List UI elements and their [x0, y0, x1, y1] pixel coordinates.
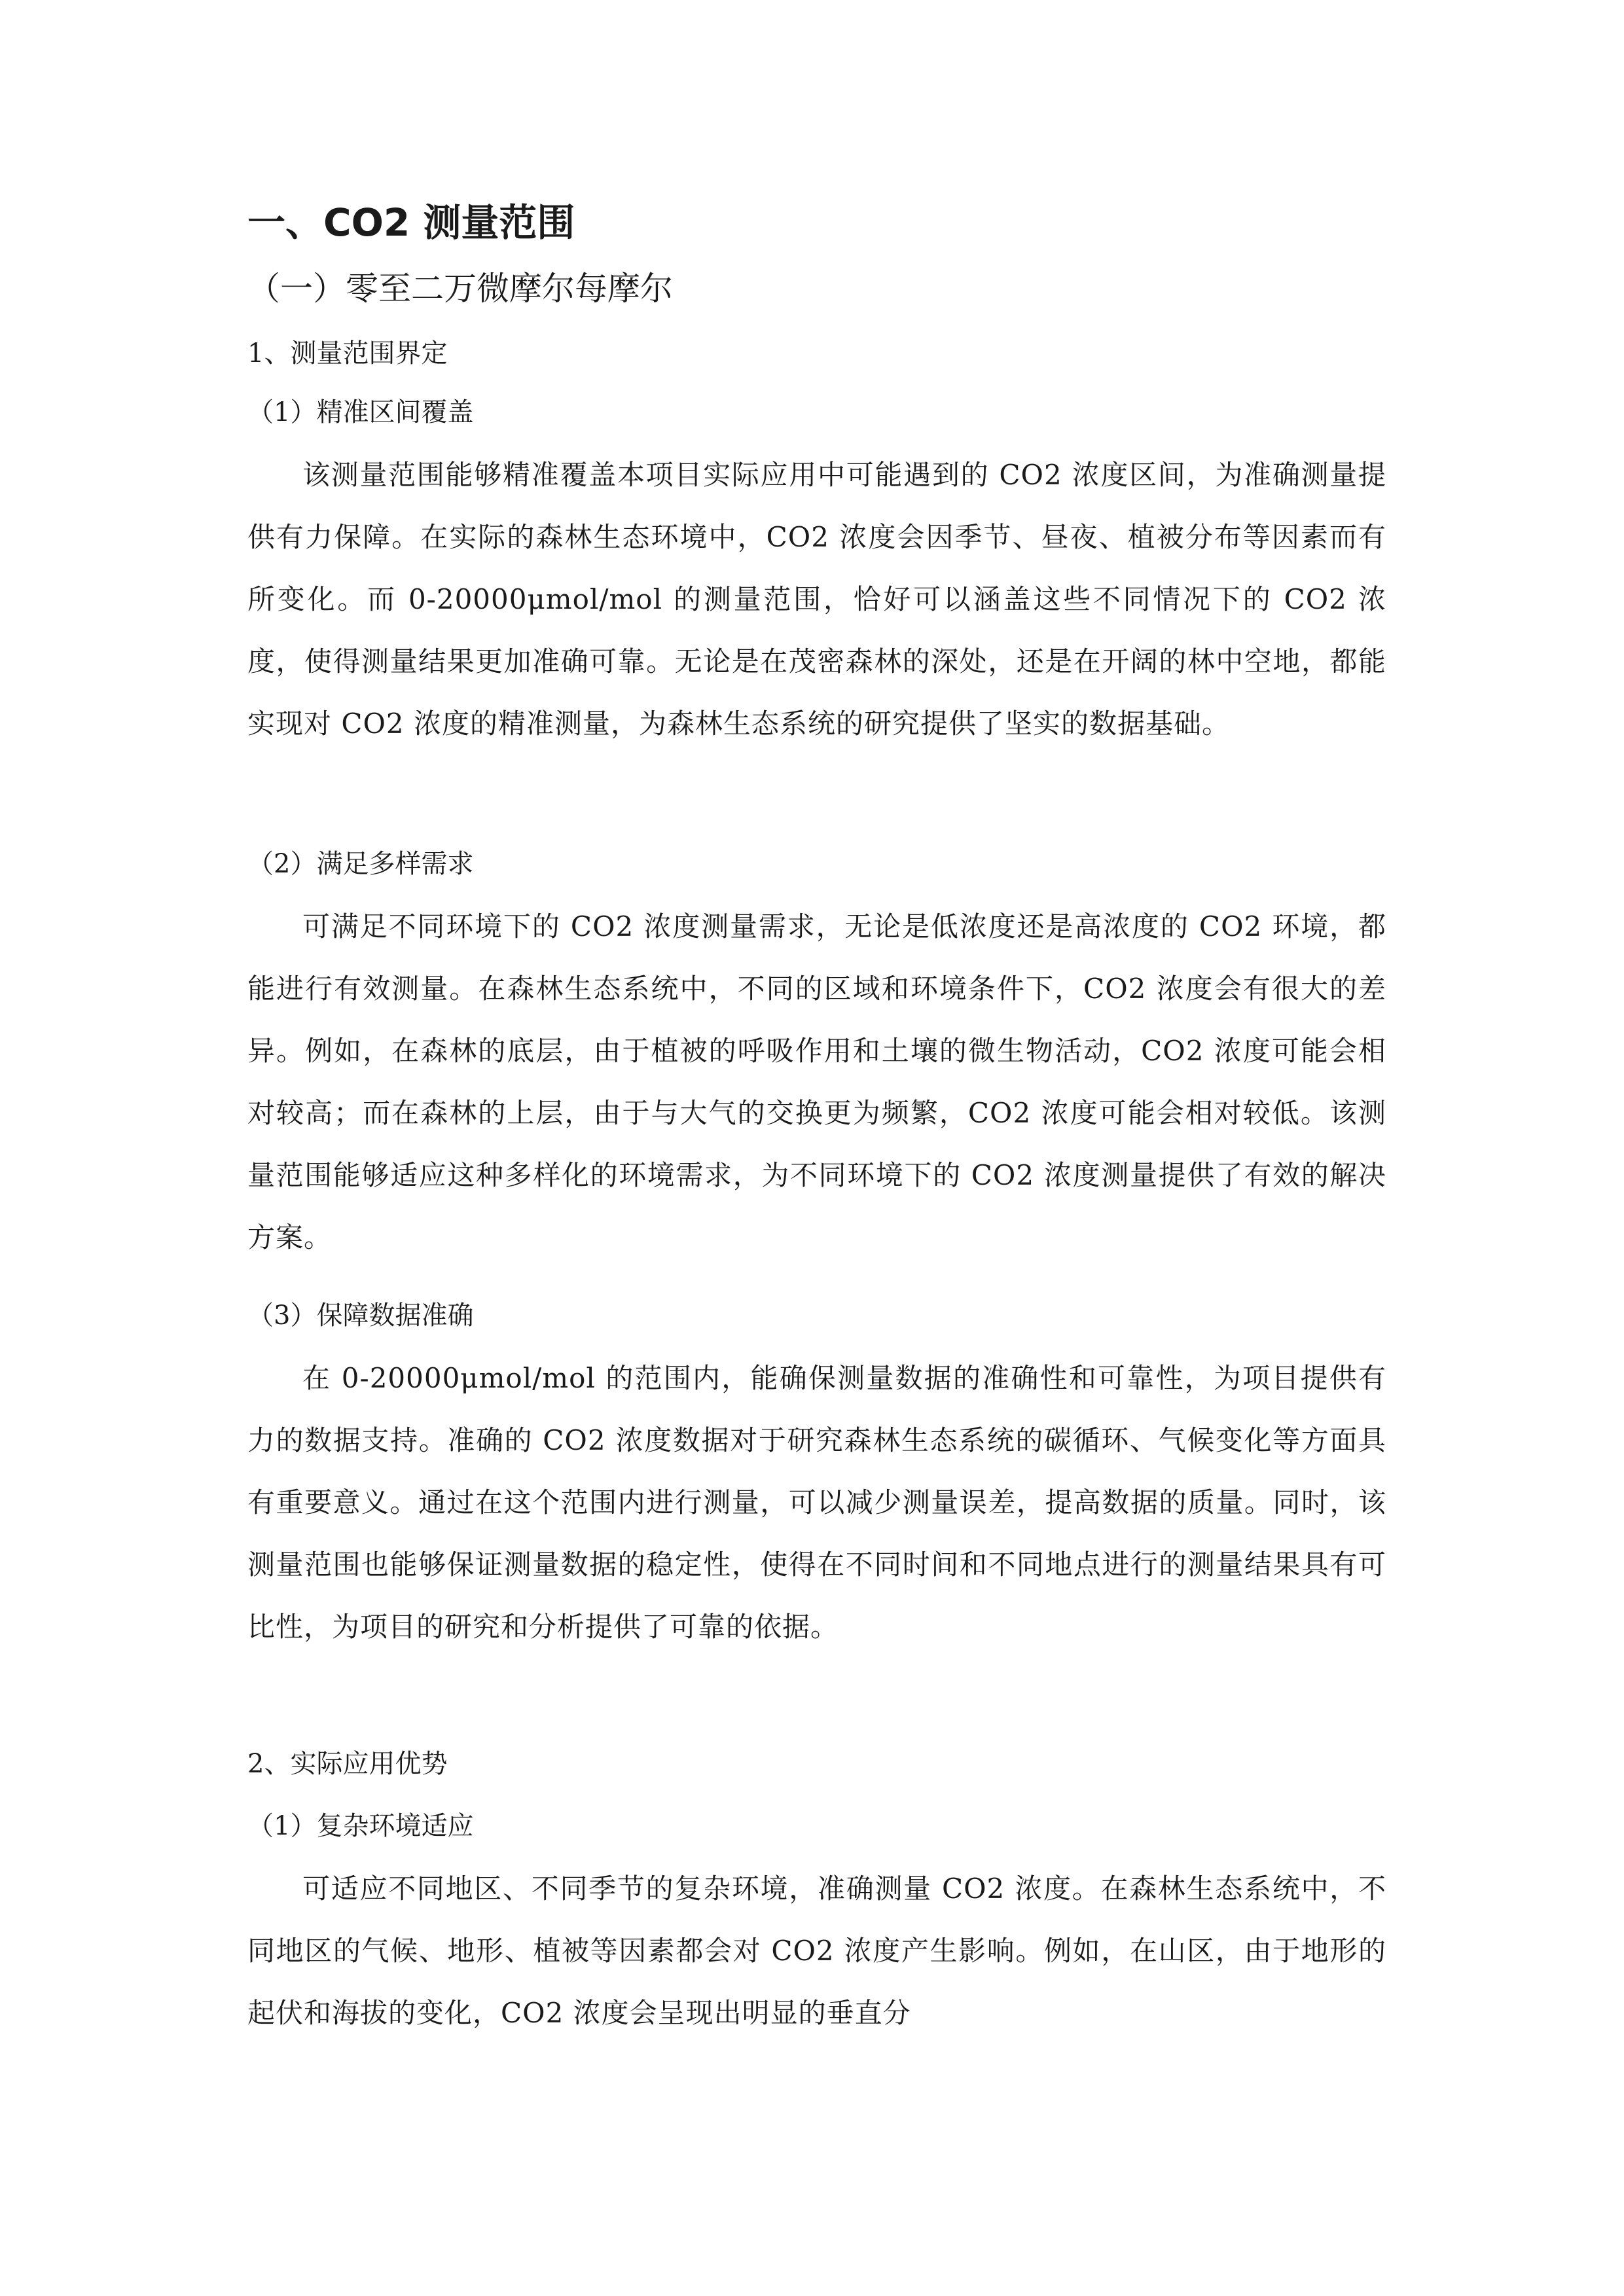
heading-level-2: （一）零至二万微摩尔每摩尔 [247, 270, 673, 308]
item-1-1-title: （1）精准区间覆盖 [247, 397, 474, 427]
section-1-title: 1、测量范围界定 [247, 338, 448, 368]
heading-level-1: 一、CO2 测量范围 [247, 200, 575, 245]
item-1-1-paragraph: 该测量范围能够精准覆盖本项目实际应用中可能遇到的 CO2 浓度区间，为准确测量提供有力保障。在实际的森林生态环境中，CO2 浓度会因季节、昼夜、植被分布等因素而有所变化。而 0-20000μmol/mol 的测量范围，恰好可以涵盖这些不同情况下的 CO2 浓度，使得测量结果更加准确可靠。无论是在茂密森林的深处，还是在开阔的林中空地，都能实现对 CO2 浓度的精准测量，为森林生态系统的研究提供了坚实的数据基础。 [247, 459, 1386, 740]
item-1-3-title: （3）保障数据准确 [247, 1300, 474, 1331]
item-1-2-paragraph: 可满足不同环境下的 CO2 浓度测量需求，无论是低浓度还是高浓度的 CO2 环境，都能进行有效测量。在森林生态系统中，不同的区域和环境条件下，CO2 浓度会有很大的差异。例如，在森林的底层，由于植被的呼吸作用和土壤的微生物活动，CO2 浓度可能会相对较高；而在森林的上层，由于与大气的交换更为频繁，CO2 浓度可能会相对较低。该测量范围能够适应这种多样化的环境需求，为不同环境下的 CO2 浓度测量提供了有效的解决方案。 [247, 910, 1386, 1253]
item-1-2-title: （2）满足多样需求 [247, 849, 474, 879]
item-2-1-title: （1）复杂环境适应 [247, 1811, 474, 1841]
item-2-1-paragraph: 可适应不同地区、不同季节的复杂环境，准确测量 CO2 浓度。在森林生态系统中，不同地区的气候、地形、植被等因素都会对 CO2 浓度产生影响。例如，在山区，由于地形的起伏和海拔的变化，CO2 浓度会呈现出明显的垂直分 [247, 1873, 1386, 2029]
item-1-3-paragraph: 在 0-20000μmol/mol 的范围内，能确保测量数据的准确性和可靠性，为项目提供有力的数据支持。准确的 CO2 浓度数据对于研究森林生态系统的碳循环、气候变化等方面具有重要意义。通过在这个范围内进行测量，可以减少测量误差，提高数据的质量。同时，该测量范围也能够保证测量数据的稳定性，使得在不同时间和不同地点进行的测量结果具有可比性，为项目的研究和分析提供了可靠的依据。 [247, 1362, 1386, 1643]
section-2-title: 2、实际应用优势 [247, 1749, 448, 1779]
